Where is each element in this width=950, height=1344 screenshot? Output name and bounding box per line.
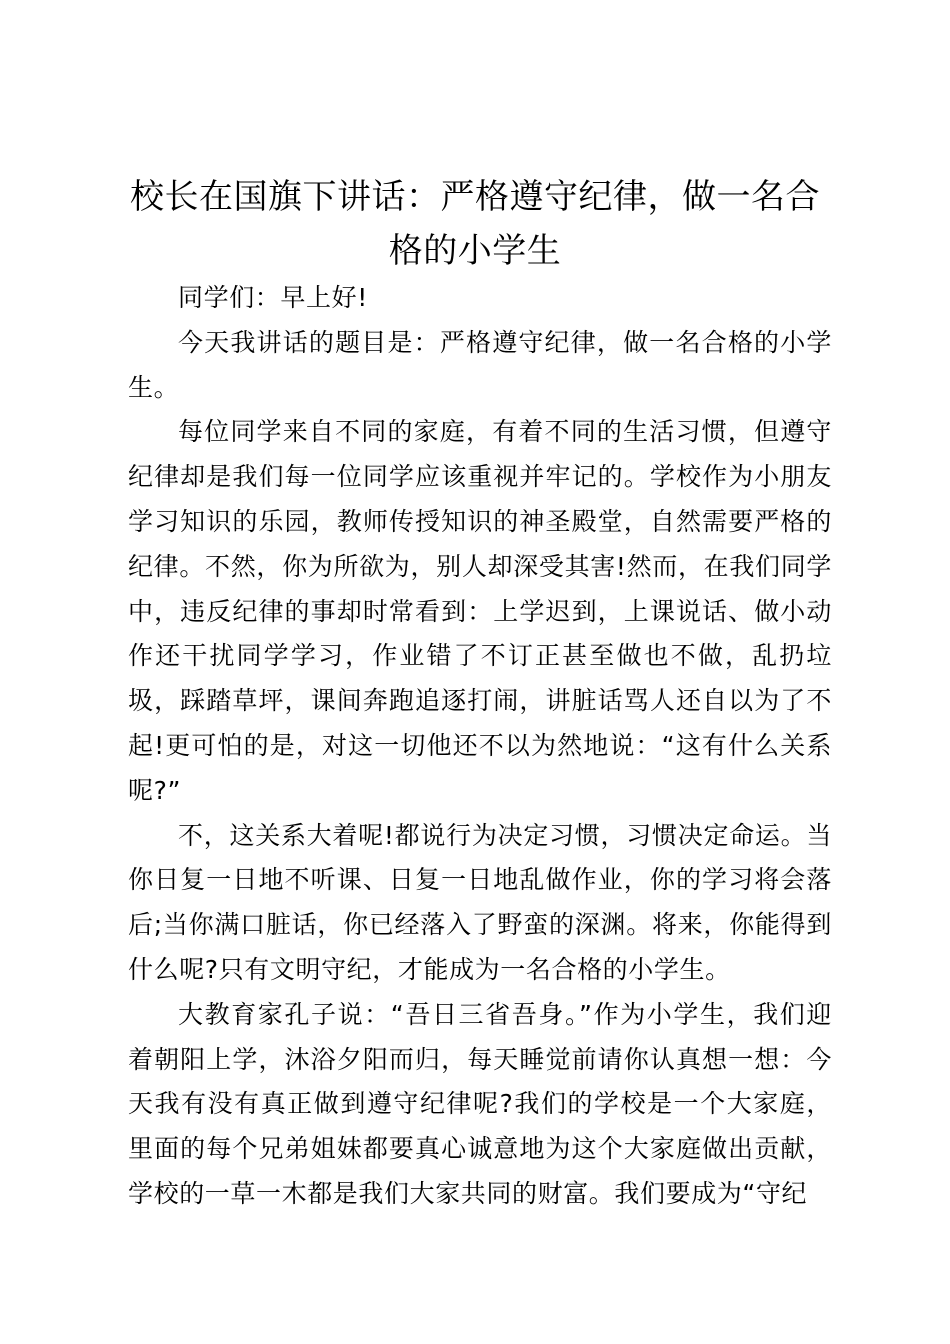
document-body: [128, 276, 832, 1217]
paragraph-topic: 今天我讲话的题目是：严格遵守纪律，做一名合格的小学生。: [128, 327, 832, 402]
paragraph-greeting: 同学们：早上好!: [178, 283, 368, 312]
paragraph-discipline: 每位同学来自不同的家庭，有着不同的生活习惯，但遵守纪律却是我们每一位同学应该重视并牢记的。学校作为小朋友学习知识的乐园，教师传授知识的神圣殿堂，自然需要严格的纪律。不然，你为所欲为，别人却深受其害!然而，在我们同学中，违反纪律的事却时常看到：上学迟到，上课说话、做小动作还干扰同学学习，作业错了不订正甚至做也不做，乱扔垃圾，踩踏草坪，课间奔跑追逐打闹，讲脏话骂人还自以为了不起!更可怕的是，对这一切他还不以为然地说：“这有什么关系呢?”: [128, 417, 832, 805]
document-title: 校长在国旗下讲话：严格遵守纪律，做一名合格的小学生: [130, 177, 820, 271]
paragraph-confucius: 大教育家孔子说：“吾日三省吾身。”作为小学生，我们迎着朝阳上学，沐浴夕阳而归，每天睡觉前请你认真想一想：今天我有没有真正做到遵守纪律呢?我们的学校是一个大家庭，里面的每个兄弟姐妹都要真心诚意地为这个大家庭做出贡献，学校的一草一木都是我们大家共同的财富。我们要成为“守纪: [128, 999, 832, 1208]
paragraph-habits: 不，这关系大着呢!都说行为决定习惯，习惯决定命运。当你日复一日地不听课、日复一日地乱做作业，你的学习将会落后;当你满口脏话，你已经落入了野蛮的深渊。将来，你能得到什么呢?只有文明守纪，才能成为一名合格的小学生。: [128, 820, 832, 984]
